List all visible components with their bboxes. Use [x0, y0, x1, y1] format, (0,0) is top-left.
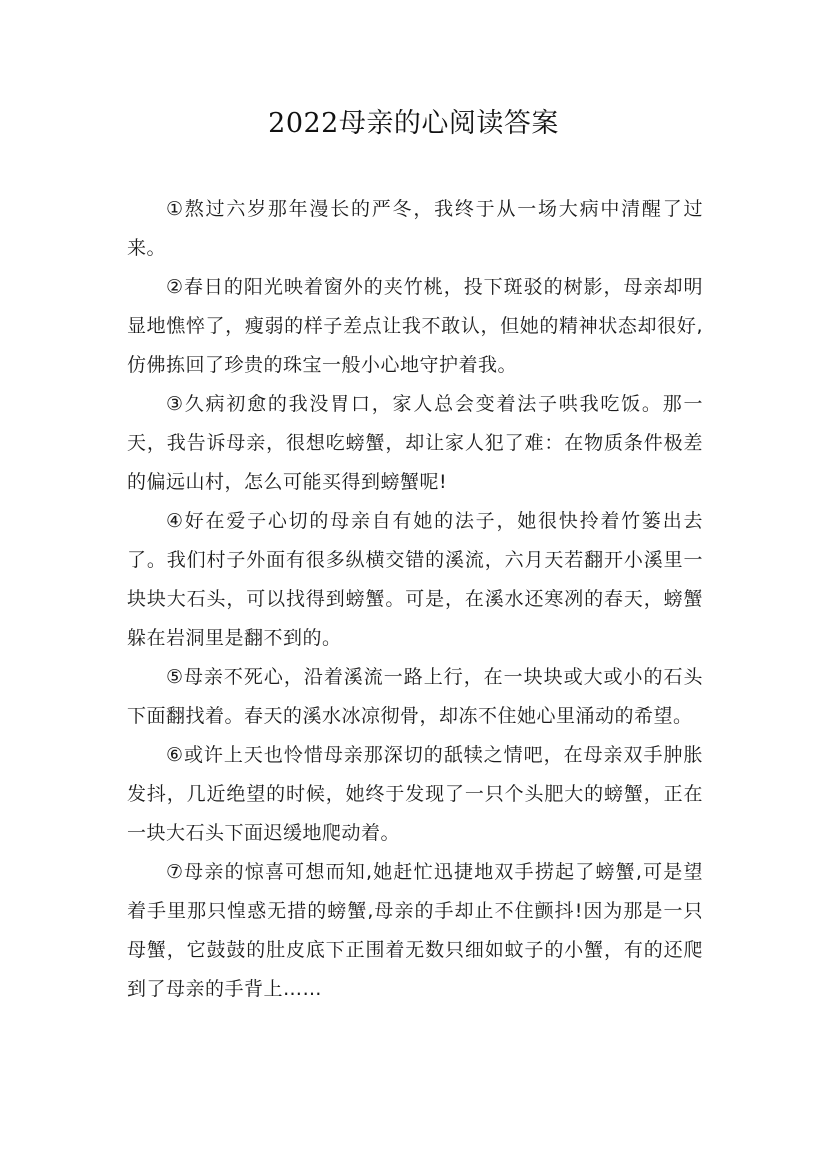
paragraph-1: ①熬过六岁那年漫长的严冬，我终于从一场大病中清醒了过来。: [127, 198, 703, 259]
paragraph-4: ④好在爱子心切的母亲自有她的法子，她很快拎着竹篓出去了。我们村子外面有很多纵横交错的溪流，六月天若翻开小溪里一块块大石头，可以找得到螃蟹。可是，在溪水还寒冽的春天，螃蟹躲在岩洞里是翻不到的。: [127, 510, 703, 649]
paragraph-3: ③久病初愈的我没胃口，家人总会变着法子哄我吃饭。那一天，我告诉母亲，很想吃螃蟹，却让家人犯了难：在物质条件极差的偏远山村，怎么可能买得到螃蟹呢!: [127, 393, 703, 493]
page-title: 2022母亲的心阅读答案: [268, 108, 559, 139]
article-body: [127, 190, 703, 1009]
paragraph-5: ⑤母亲不死心，沿着溪流一路上行，在一块块或大或小的石头下面翻找着。春天的溪水冰凉彻骨，却冻不住她心里涌动的希望。: [127, 666, 703, 727]
paragraph-7: ⑦母亲的惊喜可想而知,她赶忙迅捷地双手捞起了螃蟹,可是望着手里那只惶惑无措的螃蟹,母亲的手却止不住颤抖!因为那是一只母蟹，它鼓鼓的肚皮底下正围着无数只细如蚊子的小蟹，有的还爬到了母亲的手背上……: [127, 861, 703, 1000]
paragraph-6: ⑥或许上天也怜惜母亲那深切的舐犊之情吧，在母亲双手肿胀发抖，几近绝望的时候，她终于发现了一只个头肥大的螃蟹，正在一块大石头下面迟缓地爬动着。: [127, 744, 703, 844]
paragraph-2: ②春日的阳光映着窗外的夹竹桃，投下斑驳的树影，母亲却明显地憔悴了，瘦弱的样子差点让我不敢认，但她的精神状态却很好,仿佛拣回了珍贵的珠宝一般小心地守护着我。: [127, 276, 703, 376]
